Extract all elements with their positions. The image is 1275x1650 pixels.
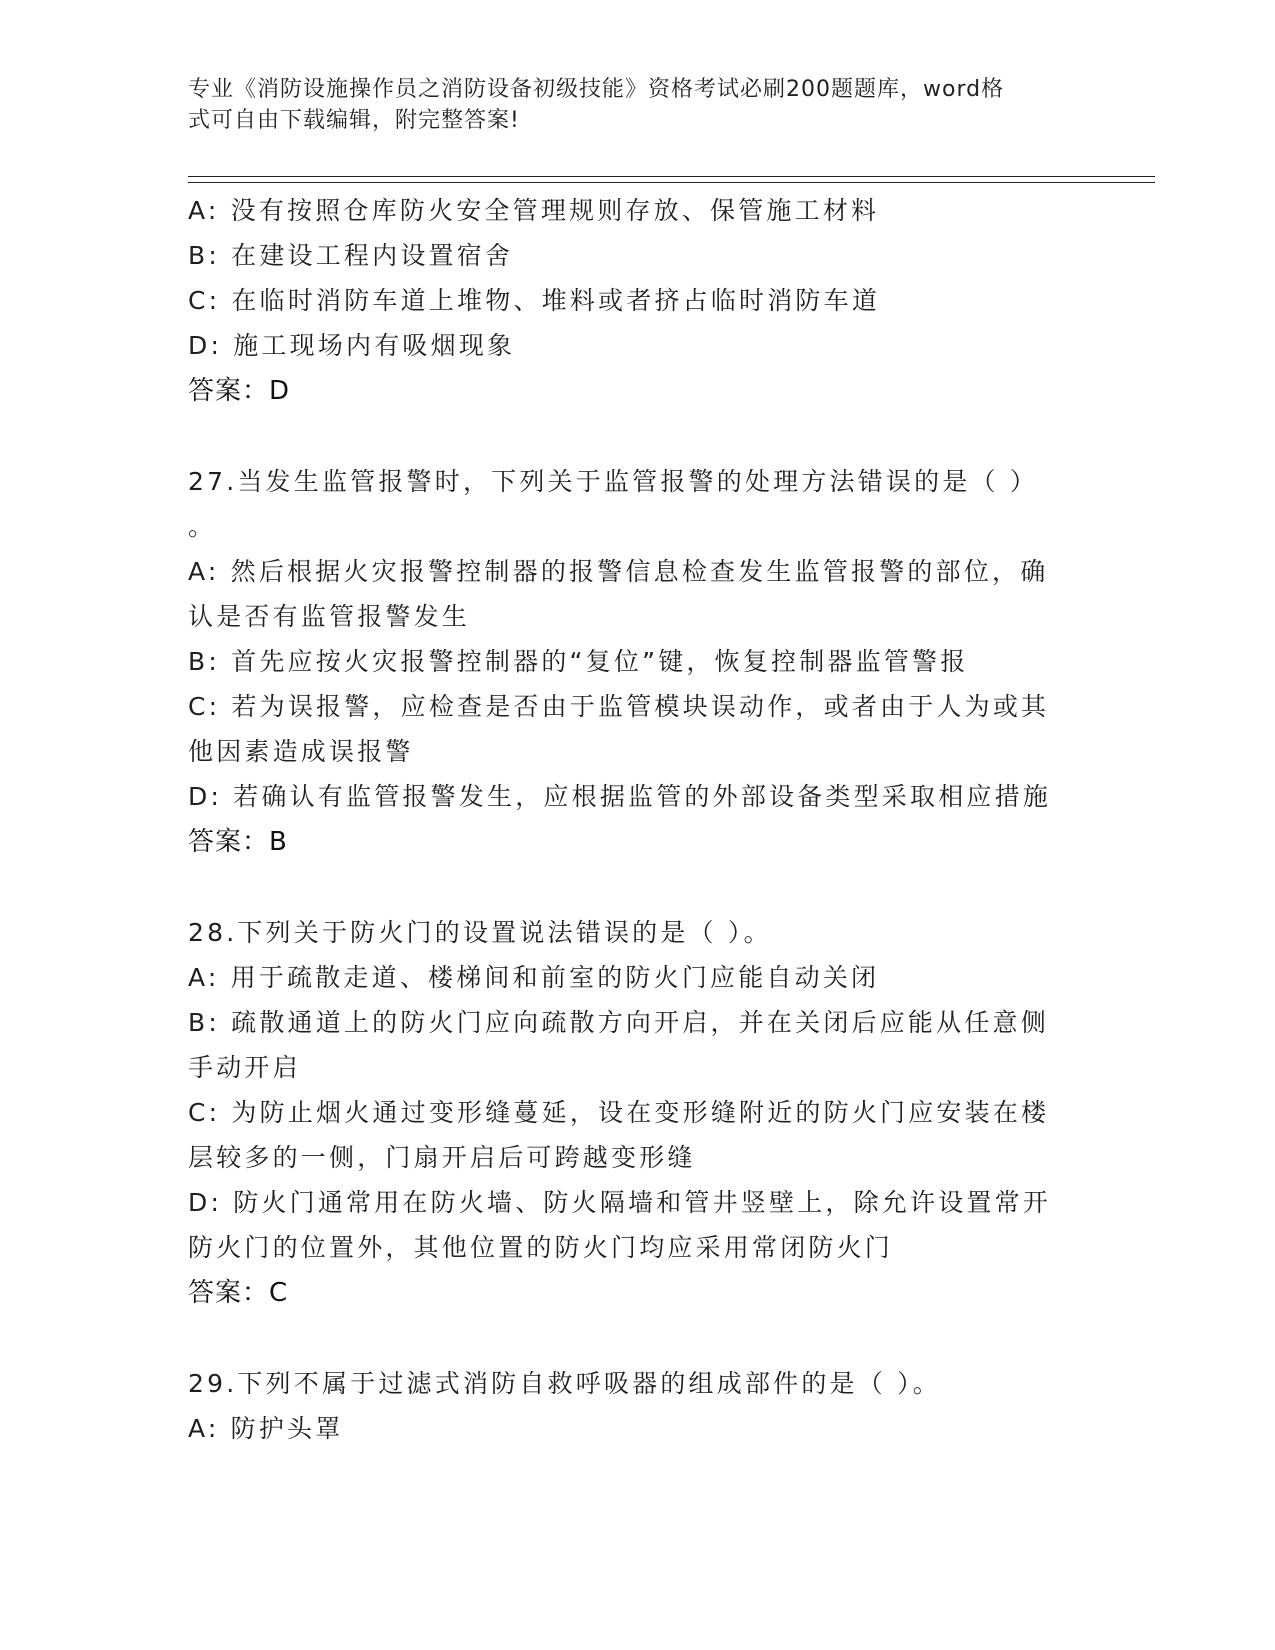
header-divider-top <box>188 176 1155 177</box>
option-b: B: 在建设工程内设置宿舍 <box>188 241 514 270</box>
question-27 <box>188 459 1073 865</box>
option-c-continued: 层较多的一侧，门扇开启后可跨越变形缝 <box>188 1143 696 1172</box>
spacer <box>188 865 1073 910</box>
option-d: D: 若确认有监管报警发生，应根据监管的外部设备类型采取相应措施 <box>188 782 1052 811</box>
document-header <box>188 74 1068 136</box>
answer-line: 答案：C <box>188 1278 289 1308</box>
question-list <box>188 188 1073 1451</box>
header-divider-bottom <box>188 182 1155 183</box>
option-a: A: 防护头罩 <box>188 1414 344 1443</box>
question-29 <box>188 1361 1073 1451</box>
question-stem: 29.下列不属于过滤式消防自救呼吸器的组成部件的是（ ）。 <box>188 1369 942 1398</box>
header-line-1: 专业《消防设施操作员之消防设备初级技能》资格考试必刷200题题库，word格 <box>188 77 1005 102</box>
spacer <box>188 414 1073 459</box>
question-28 <box>188 910 1073 1316</box>
option-c-continued: 他因素造成误报警 <box>188 737 414 766</box>
option-b: B: 疏散通道上的防火门应向疏散方向开启，并在关闭后应能从任意侧 <box>188 1008 1049 1037</box>
answer-line: 答案：B <box>188 827 288 857</box>
question-stem: 28.下列关于防火门的设置说法错误的是（ ）。 <box>188 918 772 947</box>
question-stem: 27.当发生监管报警时，下列关于监管报警的处理方法错误的是（ ） <box>188 467 1039 496</box>
header-line-2: 式可自由下载编辑，附完整答案! <box>188 108 520 133</box>
option-c: C: 为防止烟火通过变形缝蔓延，设在变形缝附近的防火门应安装在楼 <box>188 1098 1050 1127</box>
option-b-continued: 手动开启 <box>188 1053 301 1082</box>
option-a: A: 没有按照仓库防火安全管理规则存放、保管施工材料 <box>188 196 880 225</box>
option-a: A: 然后根据火灾报警控制器的报警信息检查发生监管报警的部位，确 <box>188 557 1049 586</box>
option-d: D: 施工现场内有吸烟现象 <box>188 331 516 360</box>
option-c: C: 若为误报警，应检查是否由于监管模块误动作，或者由于人为或其 <box>188 692 1050 721</box>
question-26 <box>188 188 1073 414</box>
question-stem-continued: 。 <box>188 512 217 541</box>
spacer <box>188 1316 1073 1361</box>
option-c: C: 在临时消防车道上堆物、堆料或者挤占临时消防车道 <box>188 286 881 315</box>
option-d: D: 防火门通常用在防火墙、防火隔墙和管井竖壁上，除允许设置常开 <box>188 1188 1052 1217</box>
option-b: B: 首先应按火灾报警控制器的“复位”键，恢复控制器监管警报 <box>188 647 969 676</box>
option-d-continued: 防火门的位置外，其他位置的防火门均应采用常闭防火门 <box>188 1233 894 1262</box>
option-a-continued: 认是否有监管报警发生 <box>188 602 471 631</box>
option-a: A: 用于疏散走道、楼梯间和前室的防火门应能自动关闭 <box>188 963 880 992</box>
answer-line: 答案：D <box>188 376 291 406</box>
